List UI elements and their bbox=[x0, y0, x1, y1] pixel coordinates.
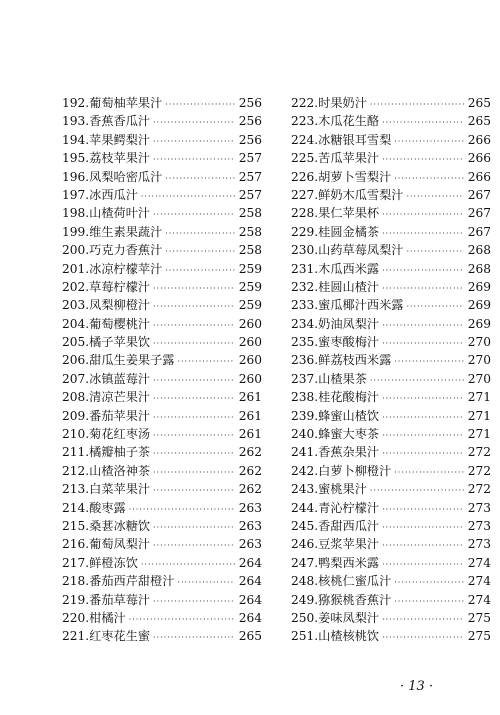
toc-entry-number: 228. bbox=[291, 206, 319, 221]
toc-entry-title: 橘瓣柚子茶 bbox=[89, 445, 151, 460]
dot-leader bbox=[165, 225, 235, 243]
toc-entry-number: 212. bbox=[62, 463, 90, 478]
toc-entry-number: 199. bbox=[62, 224, 90, 239]
dot-leader bbox=[153, 519, 235, 537]
toc-entry bbox=[291, 591, 491, 609]
toc-entry-number: 227. bbox=[291, 187, 319, 202]
toc-entry-page: 274 bbox=[467, 574, 491, 589]
toc-entry-title: 桂花酸梅汁 bbox=[318, 390, 380, 405]
toc-entry bbox=[62, 480, 262, 498]
toc-entry bbox=[62, 333, 262, 351]
toc-entry bbox=[291, 535, 491, 553]
toc-entry bbox=[291, 370, 491, 388]
toc-entry-page: 258 bbox=[238, 206, 262, 221]
toc-entry-number: 242. bbox=[291, 463, 319, 478]
dot-leader bbox=[382, 611, 464, 629]
toc-entry-number: 240. bbox=[291, 427, 319, 442]
toc-entry-number: 238. bbox=[291, 390, 319, 405]
toc-entry-title: 葡萄柚苹果汁 bbox=[89, 96, 163, 110]
dot-leader bbox=[382, 114, 464, 132]
toc-entry bbox=[291, 351, 491, 369]
toc-entry bbox=[62, 351, 262, 369]
toc-entry-page: 258 bbox=[238, 224, 262, 239]
toc-entry-title: 猕猴桃香蕉汁 bbox=[318, 592, 392, 607]
toc-entry-number: 192. bbox=[62, 96, 90, 110]
dot-leader bbox=[153, 298, 235, 316]
toc-entry-number: 226. bbox=[291, 169, 319, 184]
toc-entry-title: 桑葚冰糖饮 bbox=[89, 518, 151, 533]
toc-entry-number: 200. bbox=[62, 243, 90, 258]
toc-entry-title: 番茄草莓汁 bbox=[89, 592, 151, 607]
toc-entry-number: 230. bbox=[291, 243, 319, 258]
dot-leader bbox=[153, 409, 235, 427]
dot-leader bbox=[406, 188, 464, 206]
toc-entry-title: 葡萄凤梨汁 bbox=[89, 537, 151, 552]
toc-entry-title: 柑橘汁 bbox=[89, 610, 126, 625]
toc-entry bbox=[62, 499, 262, 517]
toc-entry bbox=[62, 278, 262, 296]
toc-entry-number: 201. bbox=[62, 261, 90, 276]
toc-entry-title: 冰糖银耳雪梨 bbox=[318, 132, 392, 147]
toc-entry-number: 205. bbox=[62, 335, 90, 350]
toc-entry-title: 蜂蜜山楂饮 bbox=[318, 408, 380, 423]
dot-leader bbox=[382, 409, 464, 427]
toc-entry bbox=[62, 388, 262, 406]
toc-entry-page: 273 bbox=[467, 500, 491, 515]
dot-leader bbox=[165, 170, 235, 188]
dot-leader bbox=[382, 151, 464, 169]
toc-entry bbox=[62, 443, 262, 461]
dot-leader bbox=[153, 390, 235, 408]
toc-entry bbox=[62, 149, 262, 167]
toc-entry-page: 259 bbox=[238, 298, 262, 313]
toc-entry-title: 清凉芒果汁 bbox=[89, 390, 151, 405]
toc-entry-page: 273 bbox=[467, 518, 491, 533]
dot-leader bbox=[406, 298, 464, 316]
toc-entry-page: 270 bbox=[467, 371, 491, 386]
dot-leader bbox=[153, 151, 235, 169]
toc-entry-page: 261 bbox=[238, 427, 262, 442]
toc-entry-page: 259 bbox=[238, 261, 262, 276]
dot-leader bbox=[382, 445, 464, 463]
dot-leader bbox=[370, 482, 464, 500]
toc-entry-number: 209. bbox=[62, 408, 90, 423]
toc-entry-page: 256 bbox=[238, 96, 262, 110]
dot-leader bbox=[153, 427, 235, 445]
toc-entry bbox=[291, 186, 491, 204]
toc-entry-number: 224. bbox=[291, 132, 319, 147]
toc-entry-title: 冰凉柠檬苹汁 bbox=[89, 261, 163, 276]
toc-entry bbox=[62, 260, 262, 278]
toc-entry-page: 275 bbox=[467, 610, 491, 625]
dot-leader bbox=[177, 574, 235, 592]
dot-leader bbox=[177, 353, 235, 371]
toc-entry bbox=[62, 407, 262, 425]
toc-entry-title: 香甜西瓜汁 bbox=[318, 518, 380, 533]
toc-column-left bbox=[62, 94, 262, 646]
toc-entry bbox=[291, 443, 491, 461]
toc-entry-number: 223. bbox=[291, 114, 319, 129]
toc-entry-page: 257 bbox=[238, 187, 262, 202]
dot-leader bbox=[382, 335, 464, 353]
toc-entry bbox=[291, 315, 491, 333]
toc-entry-page: 272 bbox=[467, 445, 491, 460]
dot-leader bbox=[382, 556, 464, 574]
toc-entry-number: 225. bbox=[291, 151, 319, 166]
toc-entry-page: 256 bbox=[238, 114, 262, 129]
toc-entry-page: 274 bbox=[467, 592, 491, 607]
toc-entry-page: 272 bbox=[467, 463, 491, 478]
toc-entry-page: 257 bbox=[238, 169, 262, 184]
toc-entry bbox=[291, 296, 491, 314]
toc-entry-page: 268 bbox=[467, 243, 491, 258]
toc-entry bbox=[62, 517, 262, 535]
toc-entry-page: 261 bbox=[238, 390, 262, 405]
dot-leader bbox=[153, 593, 235, 611]
toc-column-right bbox=[291, 94, 491, 646]
toc-entry-number: 241. bbox=[291, 445, 319, 460]
toc-entry-title: 白萝卜柳橙汁 bbox=[318, 463, 392, 478]
toc-entry-title: 蜜桃果汁 bbox=[318, 482, 367, 497]
toc-entry-number: 247. bbox=[291, 555, 319, 570]
dot-leader bbox=[153, 133, 235, 151]
toc-entry bbox=[291, 112, 491, 130]
toc-entry bbox=[62, 554, 262, 572]
toc-entry-number: 243. bbox=[291, 482, 319, 497]
toc-entry bbox=[62, 94, 262, 112]
toc-entry-title: 冰镇蓝莓汁 bbox=[89, 371, 151, 386]
toc-entry bbox=[62, 186, 262, 204]
toc-entry bbox=[62, 241, 262, 259]
toc-entry-title: 苹果鳄梨汁 bbox=[89, 132, 151, 147]
toc-entry bbox=[62, 168, 262, 186]
toc-entry-number: 248. bbox=[291, 574, 319, 589]
toc-entry-page: 266 bbox=[467, 169, 491, 184]
toc-entry-title: 巧克力香蕉汁 bbox=[89, 243, 163, 258]
toc-entry-title: 酸枣露 bbox=[89, 500, 126, 515]
toc-entry-title: 荔枝苹果汁 bbox=[89, 151, 151, 166]
toc-entry bbox=[291, 241, 491, 259]
toc-entry-title: 青沁柠檬汁 bbox=[318, 500, 380, 515]
toc-entry-title: 奶油凤梨汁 bbox=[318, 316, 380, 331]
toc-entry bbox=[62, 425, 262, 443]
toc-entry-title: 山楂洛神茶 bbox=[89, 463, 151, 478]
dot-leader bbox=[370, 372, 464, 390]
dot-leader bbox=[165, 262, 235, 280]
toc-entry bbox=[291, 517, 491, 535]
toc-entry bbox=[291, 480, 491, 498]
toc-entry-title: 胡萝卜雪梨汁 bbox=[318, 169, 392, 184]
toc-entry-number: 197. bbox=[62, 187, 90, 202]
dot-leader bbox=[382, 317, 464, 335]
toc-entry bbox=[62, 370, 262, 388]
dot-leader bbox=[370, 96, 464, 114]
toc-entry-title: 冰西瓜汁 bbox=[89, 187, 138, 202]
toc-entry-title: 红枣花生蜜 bbox=[89, 629, 151, 644]
toc-entry-page: 271 bbox=[467, 390, 491, 405]
toc-entry-number: 244. bbox=[291, 500, 319, 515]
toc-entry-number: 251. bbox=[291, 629, 319, 644]
dot-leader bbox=[382, 519, 464, 537]
toc-entry bbox=[291, 131, 491, 149]
dot-leader bbox=[394, 593, 464, 611]
toc-entry bbox=[291, 278, 491, 296]
toc-entry bbox=[62, 591, 262, 609]
toc-entry-page: 256 bbox=[238, 132, 262, 147]
toc-entry bbox=[62, 462, 262, 480]
toc-entry-number: 250. bbox=[291, 610, 319, 625]
toc-entry bbox=[291, 204, 491, 222]
toc-entry-page: 264 bbox=[238, 574, 262, 589]
toc-entry-title: 时果奶汁 bbox=[318, 96, 367, 110]
toc-entry-page: 273 bbox=[467, 537, 491, 552]
toc-entry-number: 214. bbox=[62, 500, 90, 515]
toc-entry-number: 233. bbox=[291, 298, 319, 313]
toc-entry-page: 265 bbox=[467, 96, 491, 110]
toc-entry-title: 香蕉杂果汁 bbox=[318, 445, 380, 460]
toc-entry-number: 207. bbox=[62, 371, 90, 386]
dot-leader bbox=[394, 353, 464, 371]
toc-entry-title: 木瓜花生酪 bbox=[318, 114, 380, 129]
toc-entry-title: 姜味凤梨汁 bbox=[318, 610, 380, 625]
toc-entry-number: 213. bbox=[62, 482, 90, 497]
toc-entry-number: 237. bbox=[291, 371, 319, 386]
toc-entry-number: 246. bbox=[291, 537, 319, 552]
toc-entry-page: 265 bbox=[238, 629, 262, 644]
dot-leader bbox=[382, 629, 464, 647]
dot-leader bbox=[382, 206, 464, 224]
toc-entry bbox=[291, 499, 491, 517]
toc-entry-number: 204. bbox=[62, 316, 90, 331]
toc-entry bbox=[291, 94, 491, 112]
toc-entry-title: 番茄苹果汁 bbox=[89, 408, 151, 423]
toc-entry-title: 葡萄樱桃汁 bbox=[89, 316, 151, 331]
toc-entry-number: 198. bbox=[62, 206, 90, 221]
toc-entry-page: 263 bbox=[238, 518, 262, 533]
toc-entry-page: 267 bbox=[467, 206, 491, 221]
toc-entry-number: 234. bbox=[291, 316, 319, 331]
toc-entry-number: 229. bbox=[291, 224, 319, 239]
toc-entry bbox=[291, 149, 491, 167]
toc-entry bbox=[291, 627, 491, 645]
dot-leader bbox=[394, 574, 464, 592]
toc-entry bbox=[291, 388, 491, 406]
toc-entry bbox=[291, 462, 491, 480]
toc-entry-title: 鲜橙冻饮 bbox=[89, 555, 138, 570]
toc-entry-number: 235. bbox=[291, 335, 319, 350]
toc-entry-number: 215. bbox=[62, 518, 90, 533]
toc-entry-title: 鲜奶木瓜雪梨汁 bbox=[318, 187, 404, 202]
toc-entry bbox=[62, 131, 262, 149]
dot-leader bbox=[382, 390, 464, 408]
toc-entry-title: 橘子苹果饮 bbox=[89, 335, 151, 350]
toc-entry-number: 219. bbox=[62, 592, 90, 607]
toc-entry-title: 苦瓜苹果汁 bbox=[318, 151, 380, 166]
toc-entry bbox=[62, 535, 262, 553]
toc-entry bbox=[291, 609, 491, 627]
toc-entry-page: 262 bbox=[238, 463, 262, 478]
toc-entry-title: 白菜苹果汁 bbox=[89, 482, 151, 497]
toc-entry bbox=[62, 609, 262, 627]
toc-entry-page: 264 bbox=[238, 555, 262, 570]
toc-entry bbox=[62, 204, 262, 222]
toc-entry bbox=[62, 296, 262, 314]
toc-entry-number: 203. bbox=[62, 298, 90, 313]
toc-entry bbox=[291, 223, 491, 241]
toc-entry-page: 271 bbox=[467, 427, 491, 442]
toc-entry-number: 221. bbox=[62, 629, 90, 644]
toc-entry-number: 193. bbox=[62, 114, 90, 129]
toc-entry-number: 236. bbox=[291, 353, 319, 368]
toc-entry-title: 鲜荔枝西米露 bbox=[318, 353, 392, 368]
toc-entry-title: 木瓜西米露 bbox=[318, 261, 380, 276]
page-number-footer: · 13 · bbox=[400, 679, 434, 694]
toc-entry-number: 232. bbox=[291, 279, 319, 294]
toc-entry-number: 208. bbox=[62, 390, 90, 405]
dot-leader bbox=[153, 537, 235, 555]
toc-entry-page: 260 bbox=[238, 353, 262, 368]
dot-leader bbox=[394, 464, 464, 482]
toc-entry-title: 蜂蜜大枣茶 bbox=[318, 427, 380, 442]
toc-entry-page: 264 bbox=[238, 610, 262, 625]
toc-entry bbox=[62, 223, 262, 241]
toc-entry bbox=[291, 333, 491, 351]
toc-entry-title: 蜜瓜椰汁西米露 bbox=[318, 298, 404, 313]
toc-entry-page: 262 bbox=[238, 445, 262, 460]
toc-entry-number: 211. bbox=[62, 445, 90, 460]
toc-entry-page: 267 bbox=[467, 187, 491, 202]
toc-entry-page: 270 bbox=[467, 335, 491, 350]
toc-entry-number: 202. bbox=[62, 279, 90, 294]
dot-leader bbox=[153, 206, 235, 224]
toc-entry bbox=[291, 425, 491, 443]
toc-entry-page: 275 bbox=[467, 629, 491, 644]
toc-entry-page: 263 bbox=[238, 500, 262, 515]
toc-entry bbox=[62, 627, 262, 645]
toc-entry-number: 231. bbox=[291, 261, 319, 276]
dot-leader bbox=[406, 243, 464, 261]
toc-entry-page: 260 bbox=[238, 371, 262, 386]
dot-leader bbox=[394, 170, 464, 188]
toc-entry-number: 222. bbox=[291, 96, 319, 110]
dot-leader bbox=[394, 133, 464, 151]
toc-entry-page: 272 bbox=[467, 482, 491, 497]
toc-entry-page: 271 bbox=[467, 408, 491, 423]
toc-entry-number: 217. bbox=[62, 555, 90, 570]
toc-entry-page: 258 bbox=[238, 243, 262, 258]
toc-entry-page: 267 bbox=[467, 224, 491, 239]
toc-entry-page: 269 bbox=[467, 279, 491, 294]
toc-entry bbox=[62, 315, 262, 333]
toc-entry-number: 194. bbox=[62, 132, 90, 147]
toc-entry-number: 206. bbox=[62, 353, 90, 368]
toc-entry bbox=[62, 112, 262, 130]
toc-entry bbox=[291, 572, 491, 590]
toc-entry-number: 249. bbox=[291, 592, 319, 607]
toc-entry bbox=[62, 572, 262, 590]
toc-entry-title: 草莓柠檬汁 bbox=[89, 279, 151, 294]
toc-entry bbox=[291, 554, 491, 572]
toc-entry-page: 263 bbox=[238, 537, 262, 552]
toc-entry-page: 260 bbox=[238, 335, 262, 350]
toc-entry-title: 凤梨哈密瓜汁 bbox=[89, 169, 163, 184]
dot-leader bbox=[165, 96, 235, 114]
toc-entry-page: 266 bbox=[467, 151, 491, 166]
toc-entry-number: 220. bbox=[62, 610, 90, 625]
toc-entry-title: 桂圆金橘茶 bbox=[318, 224, 380, 239]
toc-entry bbox=[291, 260, 491, 278]
toc-entry-page: 270 bbox=[467, 353, 491, 368]
toc-entry-page: 257 bbox=[238, 151, 262, 166]
dot-leader bbox=[153, 372, 235, 390]
toc-entry-page: 262 bbox=[238, 482, 262, 497]
dot-leader bbox=[153, 317, 235, 335]
toc-entry-title: 凤梨柳橙汁 bbox=[89, 298, 151, 313]
toc-entry-page: 274 bbox=[467, 555, 491, 570]
toc-entry-number: 245. bbox=[291, 518, 319, 533]
toc-entry-title: 鸭梨西米露 bbox=[318, 555, 380, 570]
dot-leader bbox=[141, 188, 235, 206]
toc-entry-title: 维生素果蔬汁 bbox=[89, 224, 163, 239]
dot-leader bbox=[165, 243, 235, 261]
dot-leader bbox=[382, 501, 464, 519]
toc-entry-page: 264 bbox=[238, 592, 262, 607]
toc-entry-title: 山楂核桃饮 bbox=[318, 629, 380, 644]
toc-entry-title: 蜜枣酸梅汁 bbox=[318, 335, 380, 350]
toc-entry-title: 山楂荷叶汁 bbox=[89, 206, 151, 221]
dot-leader bbox=[153, 482, 235, 500]
toc-entry-title: 果仁苹果杯 bbox=[318, 206, 380, 221]
toc-entry-title: 山药草莓凤梨汁 bbox=[318, 243, 404, 258]
toc-entry-title: 甜瓜生姜果子露 bbox=[89, 353, 175, 368]
toc-entry-number: 216. bbox=[62, 537, 90, 552]
toc-entry-number: 210. bbox=[62, 427, 90, 442]
toc-entry-title: 豆浆苹果汁 bbox=[318, 537, 380, 552]
toc-entry-page: 259 bbox=[238, 279, 262, 294]
toc-entry-title: 山楂果茶 bbox=[318, 371, 367, 386]
toc-entry bbox=[291, 407, 491, 425]
toc-entry-title: 番茄西芹甜橙汁 bbox=[89, 574, 175, 589]
toc-entry bbox=[291, 168, 491, 186]
dot-leader bbox=[382, 262, 464, 280]
toc-entry-title: 香蕉香瓜汁 bbox=[89, 114, 151, 129]
toc-entry-page: 268 bbox=[467, 261, 491, 276]
dot-leader bbox=[153, 445, 235, 463]
toc-entry-page: 260 bbox=[238, 316, 262, 331]
toc-entry-number: 239. bbox=[291, 408, 319, 423]
dot-leader bbox=[153, 280, 235, 298]
toc-entry-number: 218. bbox=[62, 574, 90, 589]
toc-entry-page: 269 bbox=[467, 298, 491, 313]
toc-entry-title: 菊花红枣汤 bbox=[89, 427, 151, 442]
dot-leader bbox=[382, 537, 464, 555]
toc-entry-title: 桂圆山楂汁 bbox=[318, 279, 380, 294]
dot-leader bbox=[153, 629, 235, 647]
dot-leader bbox=[153, 464, 235, 482]
toc-entry-number: 195. bbox=[62, 151, 90, 166]
toc-entry-page: 261 bbox=[238, 408, 262, 423]
dot-leader bbox=[153, 114, 235, 132]
toc-entry-title: 核桃仁蜜瓜汁 bbox=[318, 574, 392, 589]
toc-entry-page: 266 bbox=[467, 132, 491, 147]
dot-leader bbox=[382, 427, 464, 445]
toc-entry-page: 269 bbox=[467, 316, 491, 331]
toc-entry-number: 196. bbox=[62, 169, 90, 184]
toc-entry-page: 265 bbox=[467, 114, 491, 129]
